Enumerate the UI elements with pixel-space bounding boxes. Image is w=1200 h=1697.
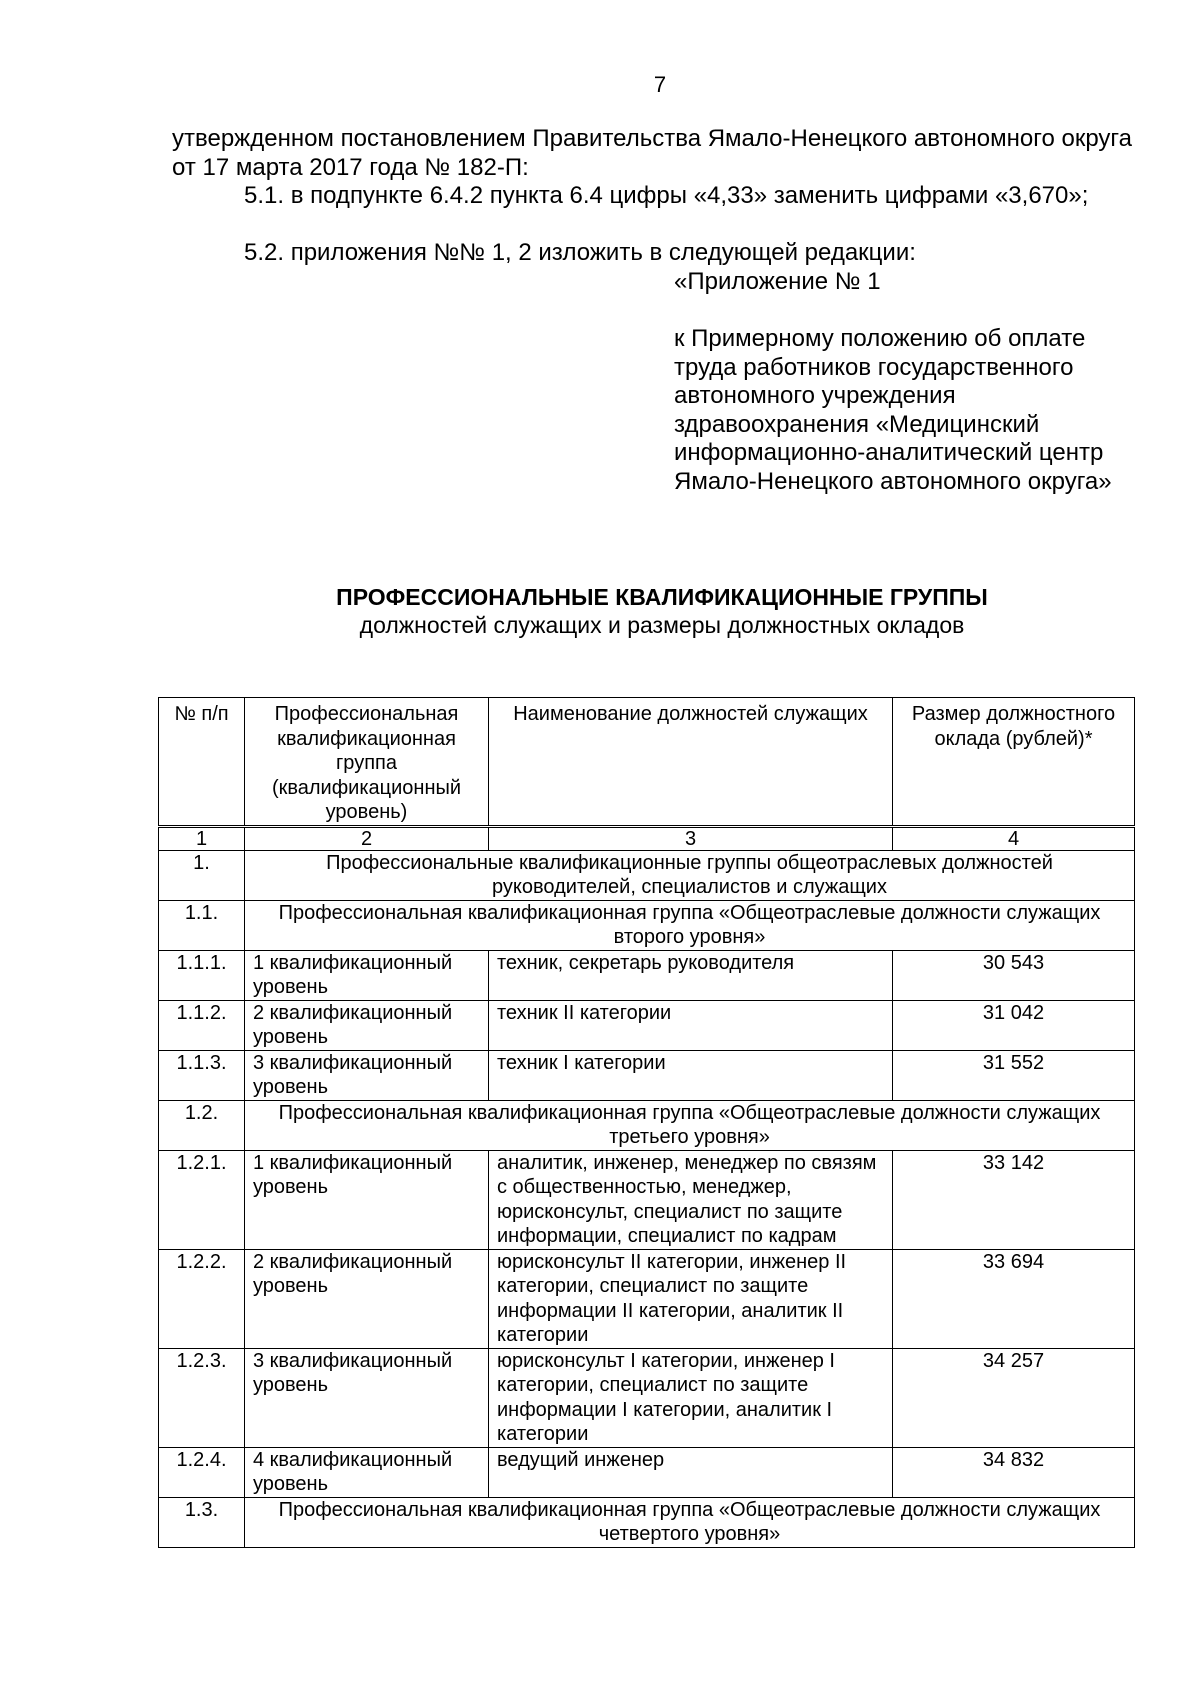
positions: техник I категории: [489, 1050, 893, 1100]
row-number: 1.1.3.: [159, 1050, 245, 1100]
table-row: [159, 850, 1135, 900]
qualification-level: 2 квалификационный уровень: [245, 1000, 489, 1050]
table-row: [159, 1150, 1135, 1249]
table-row: [159, 1447, 1135, 1497]
heading-main: ПРОФЕССИОНАЛЬНЫЕ КВАЛИФИКАЦИОННЫЕ ГРУППЫ: [336, 584, 988, 610]
positions: аналитик, инженер, менеджер по связям с общественностью, менеджер, юрисконсульт, специалист по защите информации, специалист по кадрам: [489, 1150, 893, 1249]
column-number: 4: [893, 826, 1135, 850]
qualification-level: 1 квалификационный уровень: [245, 950, 489, 1000]
column-number: 2: [245, 826, 489, 850]
positions: техник II категории: [489, 1000, 893, 1050]
salary: 33 142: [893, 1150, 1135, 1249]
qualification-level: 4 квалификационный уровень: [245, 1447, 489, 1497]
salary-table: [158, 697, 1135, 1548]
table-row: [159, 1100, 1135, 1150]
item-5-1-paragraph: 5.1. в подпункте 6.4.2 пункта 6.4 цифры «4,33» заменить цифрами «3,670»;: [244, 182, 1089, 209]
salary: 31 552: [893, 1050, 1135, 1100]
table-row: [159, 1348, 1135, 1447]
table-row: [159, 950, 1135, 1000]
row-number: 1.2.1.: [159, 1150, 245, 1249]
row-number: 1.: [159, 850, 245, 900]
group-title: Профессиональная квалификационная группа «Общеотраслевые должности служащих второго уровня»: [245, 900, 1135, 950]
header-positions: Наименование должностей служащих: [489, 698, 893, 827]
header-salary: Размер должностного оклада (рублей)*: [893, 698, 1135, 827]
table-row: [159, 1050, 1135, 1100]
qualification-level: 3 квалификационный уровень: [245, 1050, 489, 1100]
group-title: Профессиональная квалификационная группа «Общеотраслевые должности служащих третьего уровня»: [245, 1100, 1135, 1150]
intro-paragraph: утвержденном постановлением Правительства Ямало-Ненецкого автономного округа от 17 марта 2017 года № 182-П:: [172, 125, 1132, 181]
header-group: Профессиональная квалификационная группа (квалификационный уровень): [245, 698, 489, 827]
group-title: Профессиональная квалификационная группа «Общеотраслевые должности служащих четвертого уровня»: [245, 1497, 1135, 1547]
qualification-level: 2 квалификационный уровень: [245, 1249, 489, 1348]
row-number: 1.2.3.: [159, 1348, 245, 1447]
positions: юрисконсульт I категории, инженер I категории, специалист по защите информации I категории, аналитик I категории: [489, 1348, 893, 1447]
salary: 34 832: [893, 1447, 1135, 1497]
appendix-description: к Примерному положению об оплате труда работников государственного автономного учреждения здравоохранения «Медицинский информационно-аналитический центр Ямало-Ненецкого автономного округа»: [674, 325, 1112, 495]
row-number: 1.2.: [159, 1100, 245, 1150]
row-number: 1.1.: [159, 900, 245, 950]
column-number: 1: [159, 826, 245, 850]
positions: техник, секретарь руководителя: [489, 950, 893, 1000]
row-number: 1.1.1.: [159, 950, 245, 1000]
row-number: 1.2.4.: [159, 1447, 245, 1497]
row-number: 1.3.: [159, 1497, 245, 1547]
positions: ведущий инженер: [489, 1447, 893, 1497]
item-5-2-paragraph: 5.2. приложения №№ 1, 2 изложить в следующей редакции:: [244, 239, 916, 266]
salary: 34 257: [893, 1348, 1135, 1447]
qualification-level: 1 квалификационный уровень: [245, 1150, 489, 1249]
group-title: Профессиональные квалификационные группы общеотраслевых должностей руководителей, специалистов и служащих: [245, 850, 1135, 900]
positions: юрисконсульт II категории, инженер II категории, специалист по защите информации II категории, аналитик II категории: [489, 1249, 893, 1348]
row-number: 1.1.2.: [159, 1000, 245, 1050]
salary: 33 694: [893, 1249, 1135, 1348]
salary: 31 042: [893, 1000, 1135, 1050]
header-num: № п/п: [159, 698, 245, 827]
qualification-level: 3 квалификационный уровень: [245, 1348, 489, 1447]
table-row: [159, 1249, 1135, 1348]
table-row: [159, 1497, 1135, 1547]
document-heading: [162, 583, 1162, 639]
row-number: 1.2.2.: [159, 1249, 245, 1348]
column-number: 3: [489, 826, 893, 850]
appendix-title: «Приложение № 1: [674, 268, 881, 295]
column-number-row: [159, 826, 1135, 850]
table-header-row: [159, 698, 1135, 827]
heading-sub: должностей служащих и размеры должностных окладов: [359, 612, 965, 638]
salary: 30 543: [893, 950, 1135, 1000]
table-row: [159, 900, 1135, 950]
table-row: [159, 1000, 1135, 1050]
page-number: 7: [653, 72, 667, 97]
